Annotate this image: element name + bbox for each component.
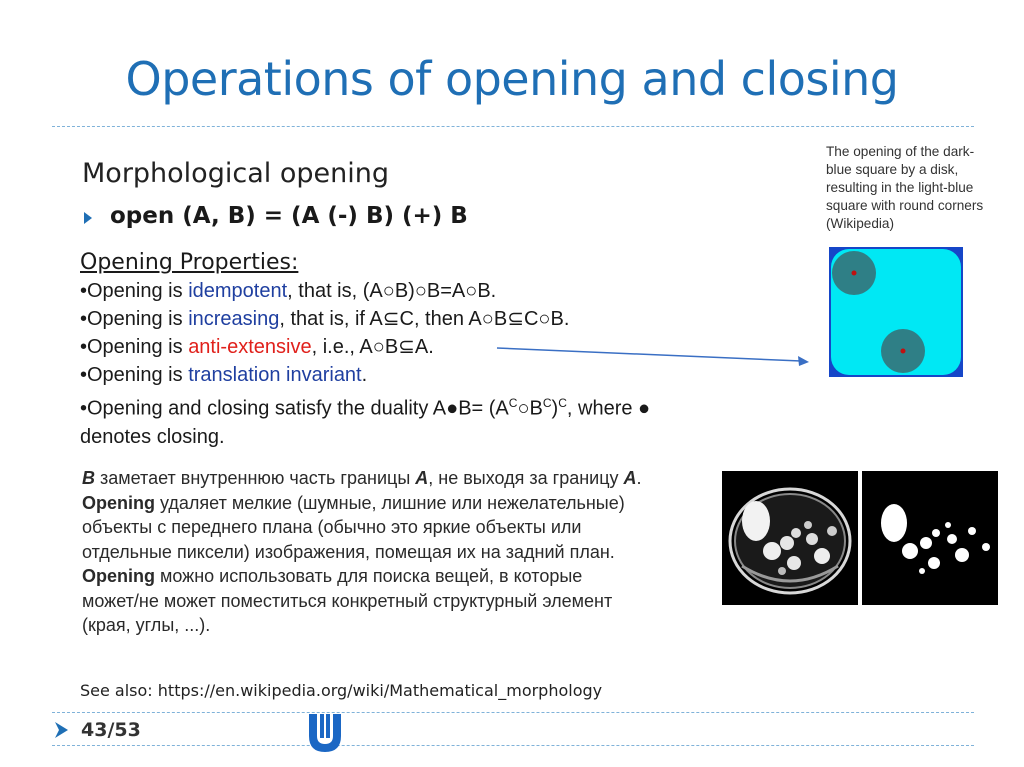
ru-text: удаляет мелкие (шумные, лишние или нежелательные) [155,492,625,513]
ru-text: . [636,468,642,488]
property-suffix: , i.e., A○B⊆A. [311,336,434,358]
property-term: translation invariant [188,364,362,386]
symbol-a: A [623,468,637,488]
ru-line [82,564,722,589]
bottom-divider [52,712,974,713]
symbol-b: B [82,468,95,488]
superscript: C [558,396,567,410]
section-subtitle: Morphological opening [82,158,389,189]
bullet-arrow-icon [84,212,92,224]
russian-explanation [82,466,722,638]
university-logo-icon [305,712,345,754]
property-prefix: •Opening is [80,364,189,386]
property-term: idempotent [188,280,288,302]
duality-text: •Opening and closing satisfy the duality A●B= (A [80,397,509,420]
symbol-a: A [415,468,429,488]
opening-illustration [829,247,963,377]
ru-line: (края, углы, ...). [82,615,211,635]
property-suffix: , that is, if A⊆C, then A○B⊆C○B. [279,308,570,330]
opening-formula: open (A, B) = (A (-) B) (+) B [110,203,468,229]
see-also-link[interactable]: See also: https://en.wikipedia.org/wiki/Mathematical_morphology [80,681,603,700]
ru-bold-term: Opening [82,492,155,513]
bottom-divider-lower [52,745,974,746]
ru-line [82,491,722,516]
superscript: C [542,396,552,410]
nav-arrow-icon[interactable] [54,720,70,740]
top-divider [52,126,974,127]
ru-bold-term: Opening [82,566,155,586]
property-prefix: •Opening is [80,308,189,330]
property-prefix: •Opening is [80,280,189,302]
ct-scan-original [722,471,858,605]
superscript: C [508,396,518,410]
property-duality [80,389,770,423]
ru-line [82,466,722,491]
duality-text: , where ● [566,397,651,420]
disk-center-dot [852,271,857,276]
ru-text: заметает внутреннюю часть границы [95,468,416,488]
ru-line: объекты с переднего плана (обычно это яркие объекты или [82,517,582,537]
property-term: increasing [188,308,280,330]
ru-line: может/не может поместиться конкретный структурный элемент [82,590,613,611]
property-term: anti-extensive [188,336,312,358]
duality-text: ○B [517,397,543,420]
page-number: 43/53 [81,719,141,741]
ru-text: , не выходя за границу [428,468,624,488]
property-duality-line2: denotes closing. [80,425,225,448]
property-prefix: •Opening is [80,336,189,358]
ct-scan-opened [862,471,998,605]
disk-center-dot [901,349,906,354]
pointer-arrow [495,338,815,370]
ru-line: отдельные пиксели) изображения, помещая их на задний план. [82,541,615,562]
property-suffix: . [361,364,368,386]
properties-heading: Opening Properties: [80,250,299,275]
slide-title: Operations of opening and closing [125,52,899,106]
property-suffix: , that is, (A○B)○B=A○B. [287,280,497,302]
property-increasing [80,305,770,333]
duality-text: ) [551,397,559,420]
figure-caption: The opening of the dark-blue square by a disk, resulting in the light-blue square with round corners (Wikipedia) [826,144,984,231]
property-idempotent [80,277,770,305]
ru-text: можно использовать для поиска вещей, в которые [155,566,583,586]
